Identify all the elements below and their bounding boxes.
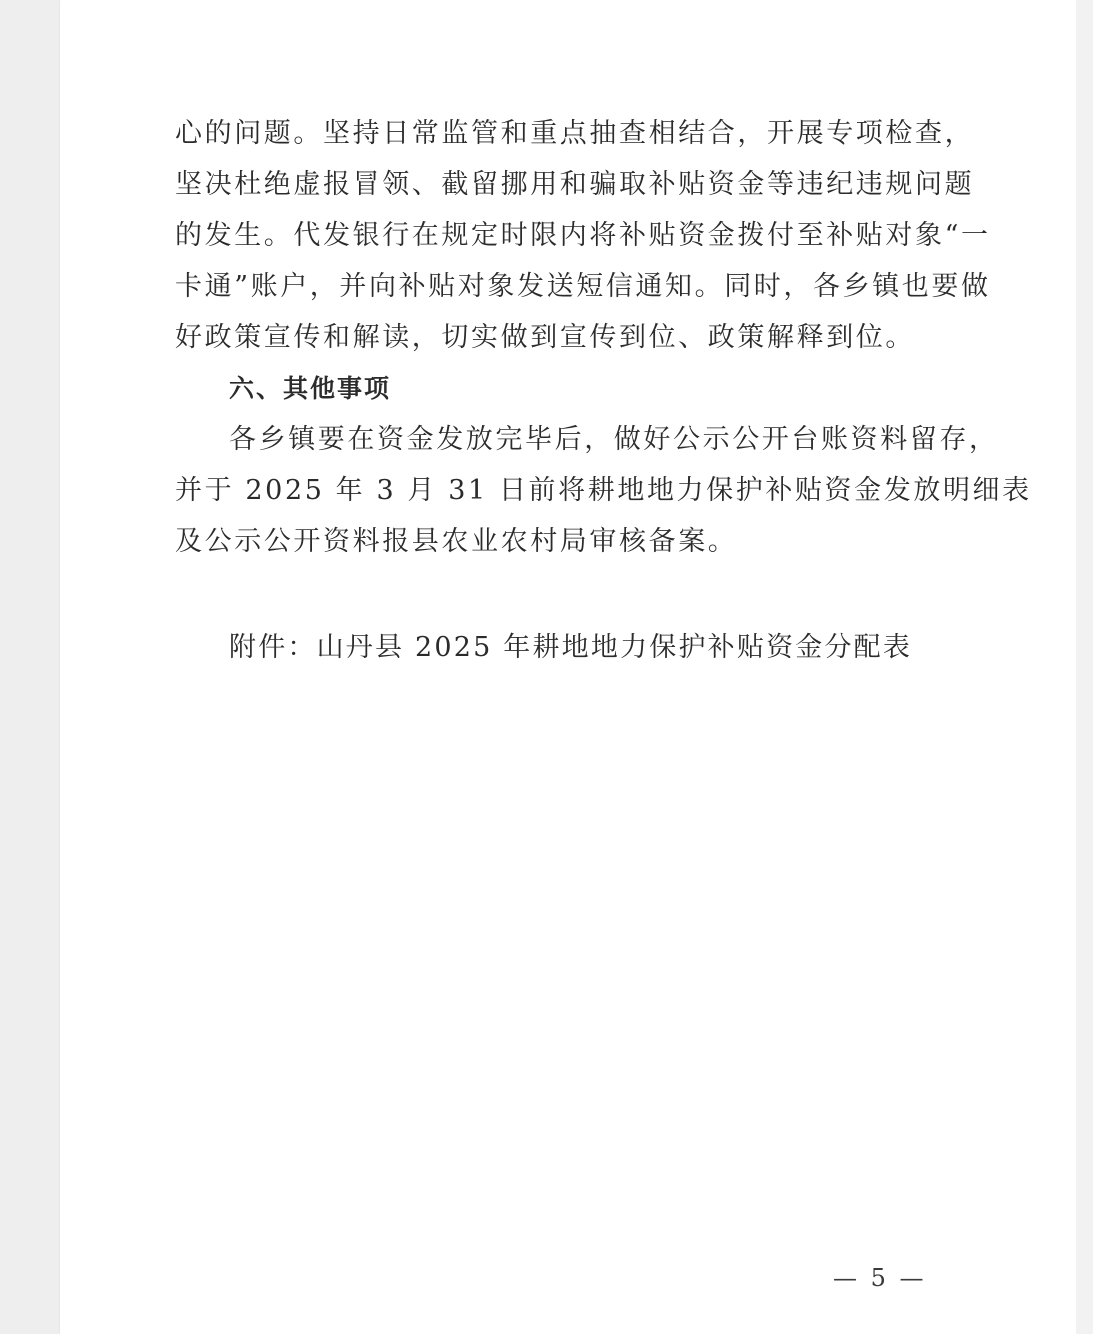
attachment-note: 附件：山丹县 2025 年耕地地力保护补贴资金分配表 <box>229 632 913 663</box>
section-heading: 六、其他事项 <box>229 374 392 403</box>
text-line: 心的问题。坚持日常监管和重点抽查相结合，开展专项检查， <box>175 118 975 149</box>
page-number: — 5 — <box>833 1264 927 1292</box>
viewer-scroll-edge <box>1076 0 1093 1334</box>
text-line: 卡通”账户，并向补贴对象发送短信通知。同时，各乡镇也要做 <box>175 271 991 302</box>
text-line: 并于 2025 年 3 月 31 日前将耕地地力保护补贴资金发放明细表 <box>175 475 1032 506</box>
text-line: 好政策宣传和解读，切实做到宣传到位、政策解释到位。 <box>175 322 915 353</box>
paragraph-continuation <box>175 108 991 363</box>
text-line: 的发生。代发银行在规定时限内将补贴资金拨付至补贴对象“一 <box>175 220 991 251</box>
paragraph-other-matters <box>175 414 1032 567</box>
text-line: 及公示公开资料报县农业农村局审核备案。 <box>175 526 738 557</box>
text-line: 坚决杜绝虚报冒领、截留挪用和骗取补贴资金等违纪违规问题 <box>175 169 975 200</box>
page-body <box>175 108 1032 567</box>
text-line: 各乡镇要在资金发放完毕后，做好公示公开台账资料留存， <box>229 424 999 455</box>
